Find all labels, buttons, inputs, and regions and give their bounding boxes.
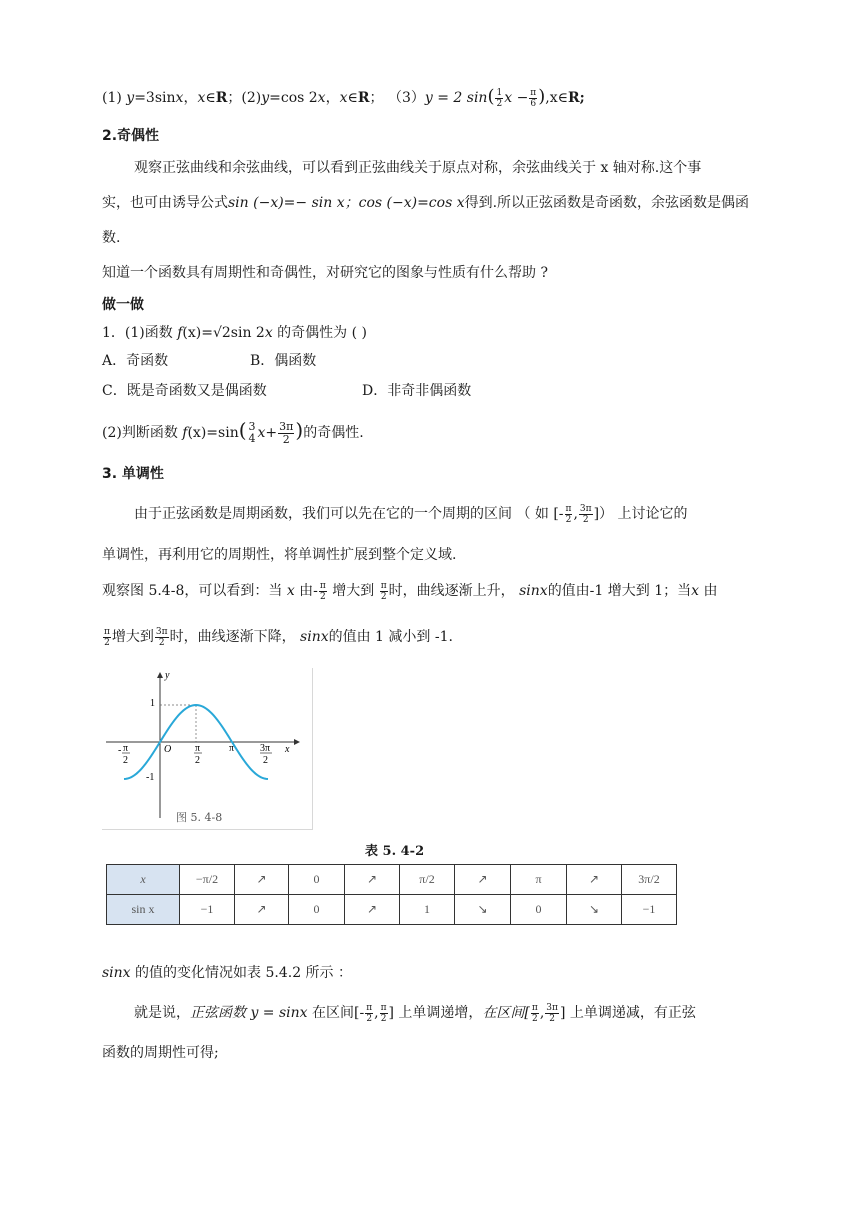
var-x: x bbox=[286, 583, 295, 599]
expr-text: =3sin bbox=[134, 90, 176, 106]
table-cell: ↗ bbox=[235, 865, 289, 895]
var-f: f bbox=[177, 325, 183, 341]
fraction-3pi-2: $\frac{3\pi}{2}$ bbox=[155, 626, 168, 648]
separator: ； bbox=[369, 90, 384, 106]
table-cell: 1 bbox=[400, 895, 455, 925]
expr-text: ,x∈ bbox=[545, 90, 568, 106]
arg: (x) bbox=[187, 425, 207, 441]
fraction-pi-2: $\frac{\pi}{2}$ bbox=[366, 1002, 373, 1024]
table-cell: −1 bbox=[622, 895, 677, 925]
origin-label: O bbox=[164, 744, 172, 755]
text: 由 bbox=[699, 583, 718, 599]
tick-neg-pi-2-den: 2 bbox=[123, 755, 128, 766]
tick-3pi-2-den: 2 bbox=[263, 755, 268, 766]
conclusion-line1: 就是说，正弦函数 y = sinx 在区间[- $\frac{\pi}{2}$ , $\frac{\pi}{2}$ ] 上单调递增，在区间[ $\frac{\pi}{2}$ , $\frac{3\pi}{2}$ ] 上单调递减，有正弦 bbox=[134, 1002, 696, 1024]
text: 由于正弦函数是周期函数，我们可以先在它的一个周期的区间 （ 如 [- bbox=[134, 506, 564, 522]
y-tick-neg1: -1 bbox=[146, 772, 155, 783]
var-y: y bbox=[261, 90, 270, 106]
expr-text: x+ bbox=[257, 425, 278, 441]
table-cell: 0 bbox=[511, 895, 567, 925]
text: 增大到 bbox=[327, 583, 379, 599]
real-set: R bbox=[215, 90, 228, 106]
var-x: x bbox=[317, 90, 326, 106]
text: 在区间[- bbox=[312, 1005, 365, 1021]
table-cell: 3π/2 bbox=[622, 865, 677, 895]
text: 的值的变化情况如表 5.4.2 所示 ： bbox=[130, 965, 353, 981]
expr-text: x − bbox=[504, 90, 529, 106]
figure-sine-graph bbox=[102, 668, 313, 830]
parity-paragraph-line3: 数. bbox=[102, 230, 121, 246]
y-tick-1: 1 bbox=[150, 698, 155, 709]
x-axis-arrow-icon bbox=[294, 739, 300, 745]
option-a[interactable]: A．奇函数 bbox=[102, 353, 169, 369]
figure-caption: 图 5. 4-8 bbox=[176, 811, 223, 824]
table-cell: −π/2 bbox=[180, 865, 235, 895]
heading-parity: 2.奇偶性 bbox=[102, 128, 160, 144]
part2-label: (2) bbox=[241, 90, 262, 106]
mono-paragraph-line1 bbox=[134, 503, 688, 525]
tick-pi: π bbox=[229, 743, 235, 754]
fraction-3pi-2: $\frac{3\pi}{2}$ bbox=[279, 419, 294, 446]
fraction-pi-2: $\frac{\pi}{2}$ bbox=[565, 503, 572, 525]
fraction-pi-2: $\frac{\pi}{2}$ bbox=[531, 1002, 538, 1024]
table-cell: ↘ bbox=[567, 895, 622, 925]
var-x: x bbox=[691, 583, 700, 599]
text: 得到.所以正弦函数是奇函数，余弦函数是偶函 bbox=[464, 195, 750, 211]
text: 就是说， bbox=[134, 1005, 190, 1021]
text: 1．(1)函数 bbox=[102, 325, 178, 341]
table-cell: π/2 bbox=[400, 865, 455, 895]
comma: ， bbox=[183, 90, 198, 106]
heading-try: 做一做 bbox=[102, 297, 144, 313]
formula: y = sinx bbox=[246, 1005, 313, 1021]
tick-neg-pi-2-num: π bbox=[123, 743, 129, 754]
in-symbol: ∈ bbox=[205, 90, 216, 106]
text: 的奇偶性为 ( ) bbox=[272, 325, 368, 341]
fraction-3-4: 3 4 bbox=[248, 420, 256, 445]
var-f: f bbox=[182, 425, 188, 441]
text: 观察图 5.4-8，可以看到：当 bbox=[102, 583, 287, 599]
mono-paragraph-line2: 单调性，再利用它的周期性，将单调性扩展到整个定义域. bbox=[102, 547, 457, 563]
text: 正弦函数 bbox=[190, 1005, 246, 1021]
y-axis-label: y bbox=[165, 670, 170, 681]
question-text: 知道一个函数具有周期性和奇偶性，对研究它的图象与性质有什么帮助 ? bbox=[102, 265, 548, 281]
exercise-q1 bbox=[102, 322, 367, 342]
text: 时，曲线逐渐上升， bbox=[388, 583, 520, 599]
parity-paragraph-line2 bbox=[102, 192, 749, 212]
table-row-sinx bbox=[107, 895, 677, 925]
fraction-pi-2: $\frac{\pi}{2}$ bbox=[380, 1002, 387, 1024]
observe-line2 bbox=[102, 626, 453, 648]
tick-pi-2-num: π bbox=[195, 743, 201, 754]
table-row-x bbox=[107, 865, 677, 895]
text: 由- bbox=[294, 583, 318, 599]
table-cell: ↗ bbox=[345, 895, 400, 925]
part3-label: （3） bbox=[387, 90, 425, 106]
text: ]） 上讨论它的 bbox=[593, 506, 688, 522]
table-cell: ↗ bbox=[345, 865, 400, 895]
arg: (x) bbox=[182, 325, 202, 341]
option-d[interactable]: D．非奇非偶函数 bbox=[362, 383, 472, 399]
var-x: x bbox=[175, 90, 184, 106]
table-cell: 0 bbox=[289, 895, 345, 925]
fraction-pi-2: $\frac{\pi}{2}$ bbox=[319, 580, 326, 602]
table-cell: ↗ bbox=[455, 865, 511, 895]
fraction-pi-2: $\frac{\pi}{2}$ bbox=[380, 580, 387, 602]
sine-variation-table bbox=[106, 864, 677, 925]
after-table-text bbox=[102, 962, 352, 982]
x-axis-label: x bbox=[285, 744, 290, 755]
text: (2)判断函数 bbox=[102, 425, 183, 441]
sinx: sinx bbox=[102, 965, 131, 981]
conclusion-line2: 函数的周期性可得; bbox=[102, 1045, 219, 1061]
table-cell: ↗ bbox=[567, 865, 622, 895]
table-cell: ↘ bbox=[455, 895, 511, 925]
text: ] 上单调递增， bbox=[388, 1005, 483, 1021]
tick-3pi-2-num: 3π bbox=[260, 743, 271, 754]
fraction-3pi-2: $\frac{3\pi}{2}$ bbox=[546, 1002, 558, 1024]
text: 的奇偶性. bbox=[303, 425, 364, 441]
real-set: R bbox=[357, 90, 370, 106]
table-cell: π bbox=[511, 865, 567, 895]
comma: , bbox=[573, 506, 578, 522]
option-c[interactable]: C．既是奇函数又是偶函数 bbox=[102, 383, 267, 399]
text: ] 上单调递减，有正弦 bbox=[559, 1005, 696, 1021]
induction-formula: sin (−x)=− sin x；cos (−x)=cos x bbox=[228, 195, 465, 211]
row-header-x: x bbox=[107, 865, 180, 895]
var-x: x bbox=[197, 90, 206, 106]
real-set: R; bbox=[567, 90, 585, 106]
exercise-q2: (2)判断函数 f(x)=sin( 3 4 x+ $\frac{3\pi}{2}$ )的奇偶性. bbox=[102, 418, 364, 446]
part1-label: (1) bbox=[102, 90, 127, 106]
fraction-pi-6: $\frac{\pi}{6}$ bbox=[530, 87, 537, 109]
y-axis-arrow-icon bbox=[157, 672, 163, 678]
table-cell: ↗ bbox=[235, 895, 289, 925]
sinx: sinx bbox=[519, 583, 548, 599]
parity-paragraph-line1: 观察正弦曲线和余弦曲线，可以看到正弦曲线关于原点对称，余弦曲线关于 x 轴对称.这个事 bbox=[134, 160, 702, 176]
expr-text: =cos 2 bbox=[269, 90, 318, 106]
table-title: 表 5. 4-2 bbox=[365, 844, 425, 859]
expr-text: y = 2 sin bbox=[424, 90, 488, 106]
comma: ， bbox=[325, 90, 340, 106]
var-x: x bbox=[339, 90, 348, 106]
row-header-sinx: sin x bbox=[107, 895, 180, 925]
neg-sign: - bbox=[118, 745, 122, 756]
table-cell: 0 bbox=[289, 865, 345, 895]
tick-pi-2-den: 2 bbox=[195, 755, 200, 766]
sinx: sinx bbox=[300, 629, 329, 645]
fraction-half: $\frac{1}{2}$ bbox=[496, 87, 503, 109]
text: 时，曲线逐渐下降， bbox=[169, 629, 301, 645]
table-cell: −1 bbox=[180, 895, 235, 925]
var-y: y bbox=[126, 90, 135, 106]
sine-graph-svg bbox=[102, 668, 312, 829]
in-symbol: ∈ bbox=[347, 90, 358, 106]
fraction-3pi-2: $\frac{3\pi}{2}$ bbox=[579, 503, 592, 525]
expr-text: =sin bbox=[206, 425, 239, 441]
text: 的值由-1 增大到 1；当 bbox=[547, 583, 692, 599]
text: 在区间[ bbox=[482, 1005, 530, 1021]
text: 增大到 bbox=[111, 629, 154, 645]
option-b[interactable]: B．偶函数 bbox=[250, 353, 317, 369]
observe-line1 bbox=[102, 580, 718, 602]
fraction-pi-2: $\frac{\pi}{2}$ bbox=[104, 626, 110, 648]
expr-text: =√2sin 2 bbox=[201, 325, 265, 341]
text: 的值由 1 减小到 -1. bbox=[328, 629, 453, 645]
separator: ； bbox=[227, 90, 242, 106]
text: 实，也可由诱导公式 bbox=[102, 195, 228, 211]
exercise-line-1: (1) y=3sinx，x∈R；(2)y=cos 2x，x∈R； （3）y = 2 sin( $\frac{1}{2}$ x − $\frac{\pi}{6}$ ),x∈R; bbox=[102, 86, 585, 109]
var-x: x bbox=[264, 325, 273, 341]
heading-monotonicity: 3. 单调性 bbox=[102, 466, 164, 482]
